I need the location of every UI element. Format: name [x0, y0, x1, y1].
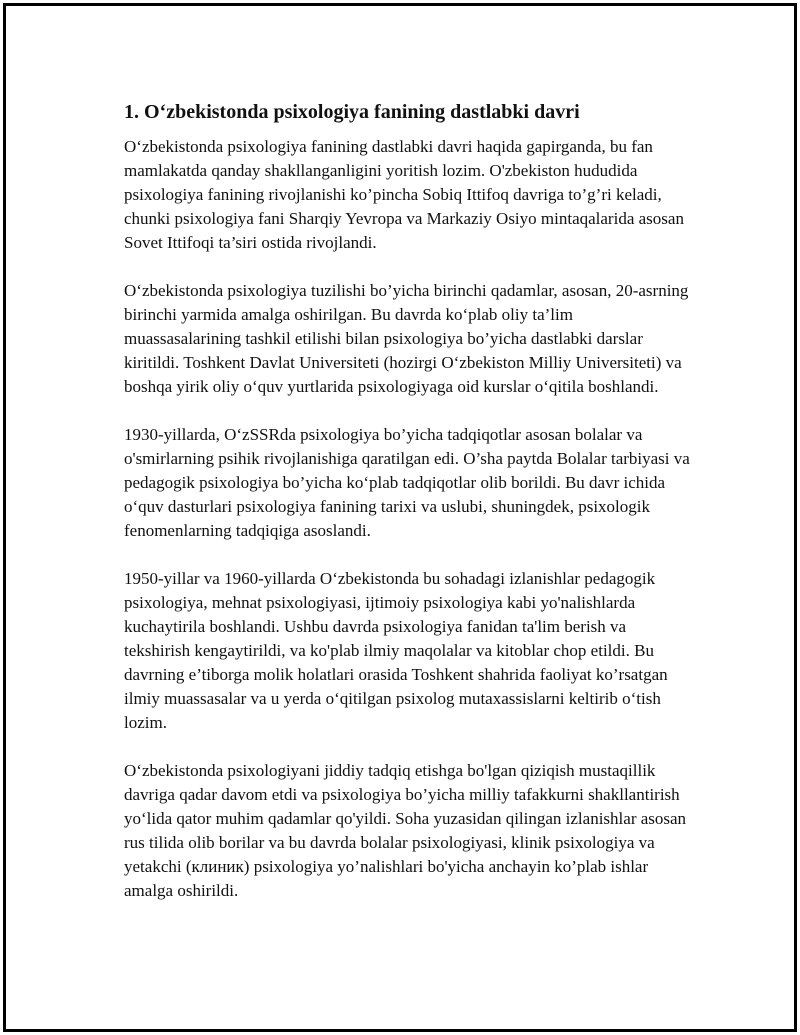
paragraph-3: 1930-yillarda, O‘zSSRda psixologiya bo’yicha tadqiqotlar asosan bolalar va o'smirlarning psihik rivojlanishiga qaratilgan edi. O’sha paytda Bolalar tarbiyasi va pedagogik psixologiya bo’yicha ko‘plab tadqiqotlar olib borildi. Bu davr ichida o‘quv dasturlari psixologiya fanining tarixi va uslubi, shuningdek, psixologik fenomenlarning tadqiqiga asoslandi. [124, 425, 690, 540]
section-heading: 1. O‘zbekistonda psixologiya fanining dastlabki davri [124, 101, 580, 123]
paragraph-1: O‘zbekistonda psixologiya fanining dastlabki davri haqida gapirganda, bu fan mamlakatda qanday shakllanganligini yoritish lozim. O'zbekiston hududida psixologiya fanining rivojlanishi ko’pincha Sobiq Ittifoq davriga to’g’ri keladi, chunki psixologiya fani Sharqiy Yevropa va Markaziy Osiyo mintaqalarida asosan Sovet Ittifoqi ta’siri ostida rivojlandi. [124, 137, 684, 252]
paragraph-2: O‘zbekistonda psixologiya tuzilishi bo’yicha birinchi qadamlar, asosan, 20-asrning birinchi yarmida amalga oshirilgan. Bu davrda ko‘plab oliy ta’lim muassasalarining tashkil etilishi bilan psixologiya bo’yicha dastlabki darslar kiritildi. Toshkent Davlat Universiteti (hozirgi O‘zbekiston Milliy Universiteti) va boshqa yirik oliy o‘quv yurtlarida psixologiyaga oid kurslar o‘qitila boshlandi. [124, 281, 689, 396]
page-frame [3, 3, 797, 1032]
paragraph-4: 1950-yillar va 1960-yillarda O‘zbekistonda bu sohadagi izlanishlar pedagogik psixologiya, mehnat psixologiyasi, ijtimoiy psixologiya kabi yo'nalishlarda kuchaytirila boshlandi. Ushbu davrda psixologiya fanidan ta'lim berish va tekshirish kengaytirildi, va ko'plab ilmiy maqolalar va kitoblar chop etildi. Bu davrning e’tiborga molik holatlari orasida Toshkent shahrida faoliyat ko’rsatgan ilmiy muassasalar va u yerda o‘qitilgan psixolog mutaxassislarni keltirib o‘tish lozim. [124, 569, 668, 732]
document-body [119, 98, 691, 927]
paragraph-5: O‘zbekistonda psixologiyani jiddiy tadqiq etishga bo'lgan qiziqish mustaqillik davriga qadar davom etdi va psixologiya bo’yicha milliy tafakkurni shakllantirish yo‘lida qator muhim qadamlar qo'yildi. Soha yuzasidan qilingan izlanishlar asosan rus tilida olib borilar va bu davrda bolalar psixologiyasi, klinik psixologiya va yetakchi (клиник) psixologiya yo’nalishlari bo'yicha anchayin ko’plab ishlar amalga oshirildi. [124, 761, 687, 900]
